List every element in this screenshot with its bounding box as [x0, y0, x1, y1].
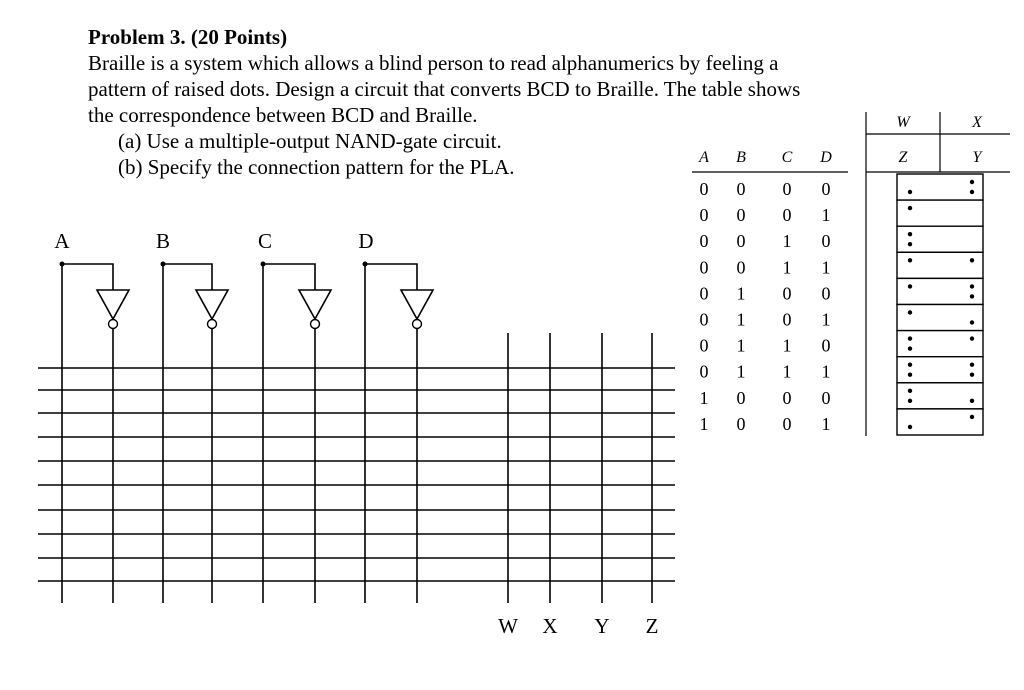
table-cell: 0	[736, 413, 746, 434]
inverter-bubble-b	[208, 320, 217, 329]
table-cell: 1	[821, 309, 831, 330]
table-cell: 0	[782, 179, 792, 199]
braille-dot-z	[908, 346, 912, 350]
table-cell: 0	[782, 309, 792, 330]
inverter-feed-a	[62, 264, 113, 290]
table-cell: 0	[736, 387, 746, 408]
braille-dot-y	[970, 190, 974, 194]
table-cell: 1	[782, 231, 792, 252]
braille-cell	[897, 305, 983, 331]
table-cell: 1	[782, 257, 792, 278]
braille-dot-w	[908, 310, 912, 314]
table-cell: 0	[699, 179, 709, 199]
braille-cell	[897, 278, 983, 304]
problem-line-3: the correspondence between BCD and Braille.	[88, 103, 478, 127]
table-cell: 0	[699, 283, 709, 304]
braille-dot-z	[908, 373, 912, 377]
braille-dot-w	[908, 336, 912, 340]
inverter-bubble-c	[311, 320, 320, 329]
inverter-feed-b	[163, 264, 212, 290]
table-cell: 0	[782, 387, 792, 408]
table-cell: 0	[699, 231, 709, 252]
table-cell: 1	[736, 283, 746, 304]
problem-line-1: Braille is a system which allows a blind person to read alphanumerics by feeling a	[88, 51, 779, 75]
table-cell: 0	[736, 179, 746, 199]
table-cell: 0	[782, 283, 792, 304]
inverter-d	[401, 290, 433, 319]
braille-dot-w	[908, 232, 912, 236]
braille-dot-z	[908, 425, 912, 429]
table-cell: 0	[821, 231, 831, 252]
table-cell: 1	[736, 361, 746, 382]
table-cell: 0	[782, 413, 792, 434]
input-label-c: C	[257, 229, 273, 253]
table-cell: 0	[736, 231, 746, 252]
table-cell: 1	[821, 361, 831, 382]
inverter-feed-c	[263, 264, 315, 290]
problem-title: Problem 3. (20 Points)	[88, 25, 288, 49]
inverter-feed-d	[365, 264, 417, 290]
braille-dot-z	[908, 190, 912, 194]
braille-dot-y	[970, 399, 974, 403]
braille-dot-x	[970, 336, 974, 340]
braille-dot-w	[908, 284, 912, 288]
input-label-d: D	[358, 229, 374, 253]
table-header-a: A	[699, 149, 709, 166]
braille-dot-z	[908, 399, 912, 403]
inverter-c	[299, 290, 331, 319]
braille-dot-w	[908, 389, 912, 393]
table-cell: 0	[821, 179, 831, 199]
table-cell: 1	[736, 335, 746, 356]
braille-dot-x	[970, 180, 974, 184]
table-cell: 0	[736, 205, 746, 226]
braille-cell	[897, 200, 983, 226]
table-cell: 1	[821, 205, 831, 226]
braille-dot-y	[970, 373, 974, 377]
table-cell: 1	[782, 361, 792, 382]
inverter-b	[196, 290, 228, 319]
braille-cell	[897, 357, 983, 383]
table-cell: 1	[821, 257, 831, 278]
output-label-w: W	[498, 614, 518, 638]
table-cell: 0	[699, 309, 709, 330]
braille-dot-w	[908, 206, 912, 210]
part-b: (b) Specify the connection pattern for the PLA.	[118, 155, 515, 179]
braille-cell	[897, 174, 983, 200]
braille-dot-x	[970, 258, 974, 262]
pla-circuit	[38, 229, 675, 638]
braille-dot-x	[970, 415, 974, 419]
braille-dot-x	[970, 284, 974, 288]
table-cell: 0	[699, 257, 709, 278]
table-cell: 0	[782, 205, 792, 226]
braille-table	[866, 112, 1010, 436]
inverter-bubble-a	[109, 320, 118, 329]
table-cell: 0	[821, 283, 831, 304]
table-cell: 1	[736, 309, 746, 330]
braille-header-w: W	[896, 114, 910, 131]
table-cell: 1	[782, 335, 792, 356]
table-cell: 0	[699, 205, 709, 226]
table-cell: 0	[821, 387, 831, 408]
table-cell: 1	[699, 413, 709, 434]
table-cell: 1	[821, 413, 831, 434]
braille-cell	[897, 383, 983, 409]
table-cell: 0	[699, 361, 709, 382]
braille-header-y: Y	[972, 149, 982, 166]
table-header-b: B	[736, 149, 746, 166]
braille-cell	[897, 331, 983, 357]
braille-dot-y	[970, 294, 974, 298]
output-label-y: Y	[594, 614, 610, 638]
table-cell: 0	[699, 335, 709, 356]
table-header-d: D	[820, 149, 832, 166]
truth-table	[692, 149, 848, 434]
braille-dot-z	[908, 242, 912, 246]
braille-cell	[897, 252, 983, 278]
table-cell: 0	[736, 257, 746, 278]
braille-dot-x	[970, 363, 974, 367]
braille-dot-y	[970, 320, 974, 324]
input-label-b: B	[155, 229, 171, 253]
braille-header-x: X	[972, 114, 982, 131]
braille-cell	[897, 409, 983, 435]
braille-cell	[897, 226, 983, 252]
braille-header-z: Z	[898, 149, 908, 166]
table-cell: 0	[821, 335, 831, 356]
braille-dot-w	[908, 258, 912, 262]
table-cell: 1	[699, 387, 709, 408]
part-a: (a) Use a multiple-output NAND-gate circuit.	[118, 129, 502, 153]
input-label-a: A	[54, 229, 70, 253]
output-label-z: Z	[645, 614, 659, 638]
output-label-x: X	[542, 614, 558, 638]
braille-dot-w	[908, 363, 912, 367]
problem-line-2: pattern of raised dots. Design a circuit that converts BCD to Braille. The table shows	[88, 77, 801, 101]
table-header-c: C	[781, 149, 793, 166]
inverter-bubble-d	[413, 320, 422, 329]
inverter-a	[97, 290, 129, 319]
